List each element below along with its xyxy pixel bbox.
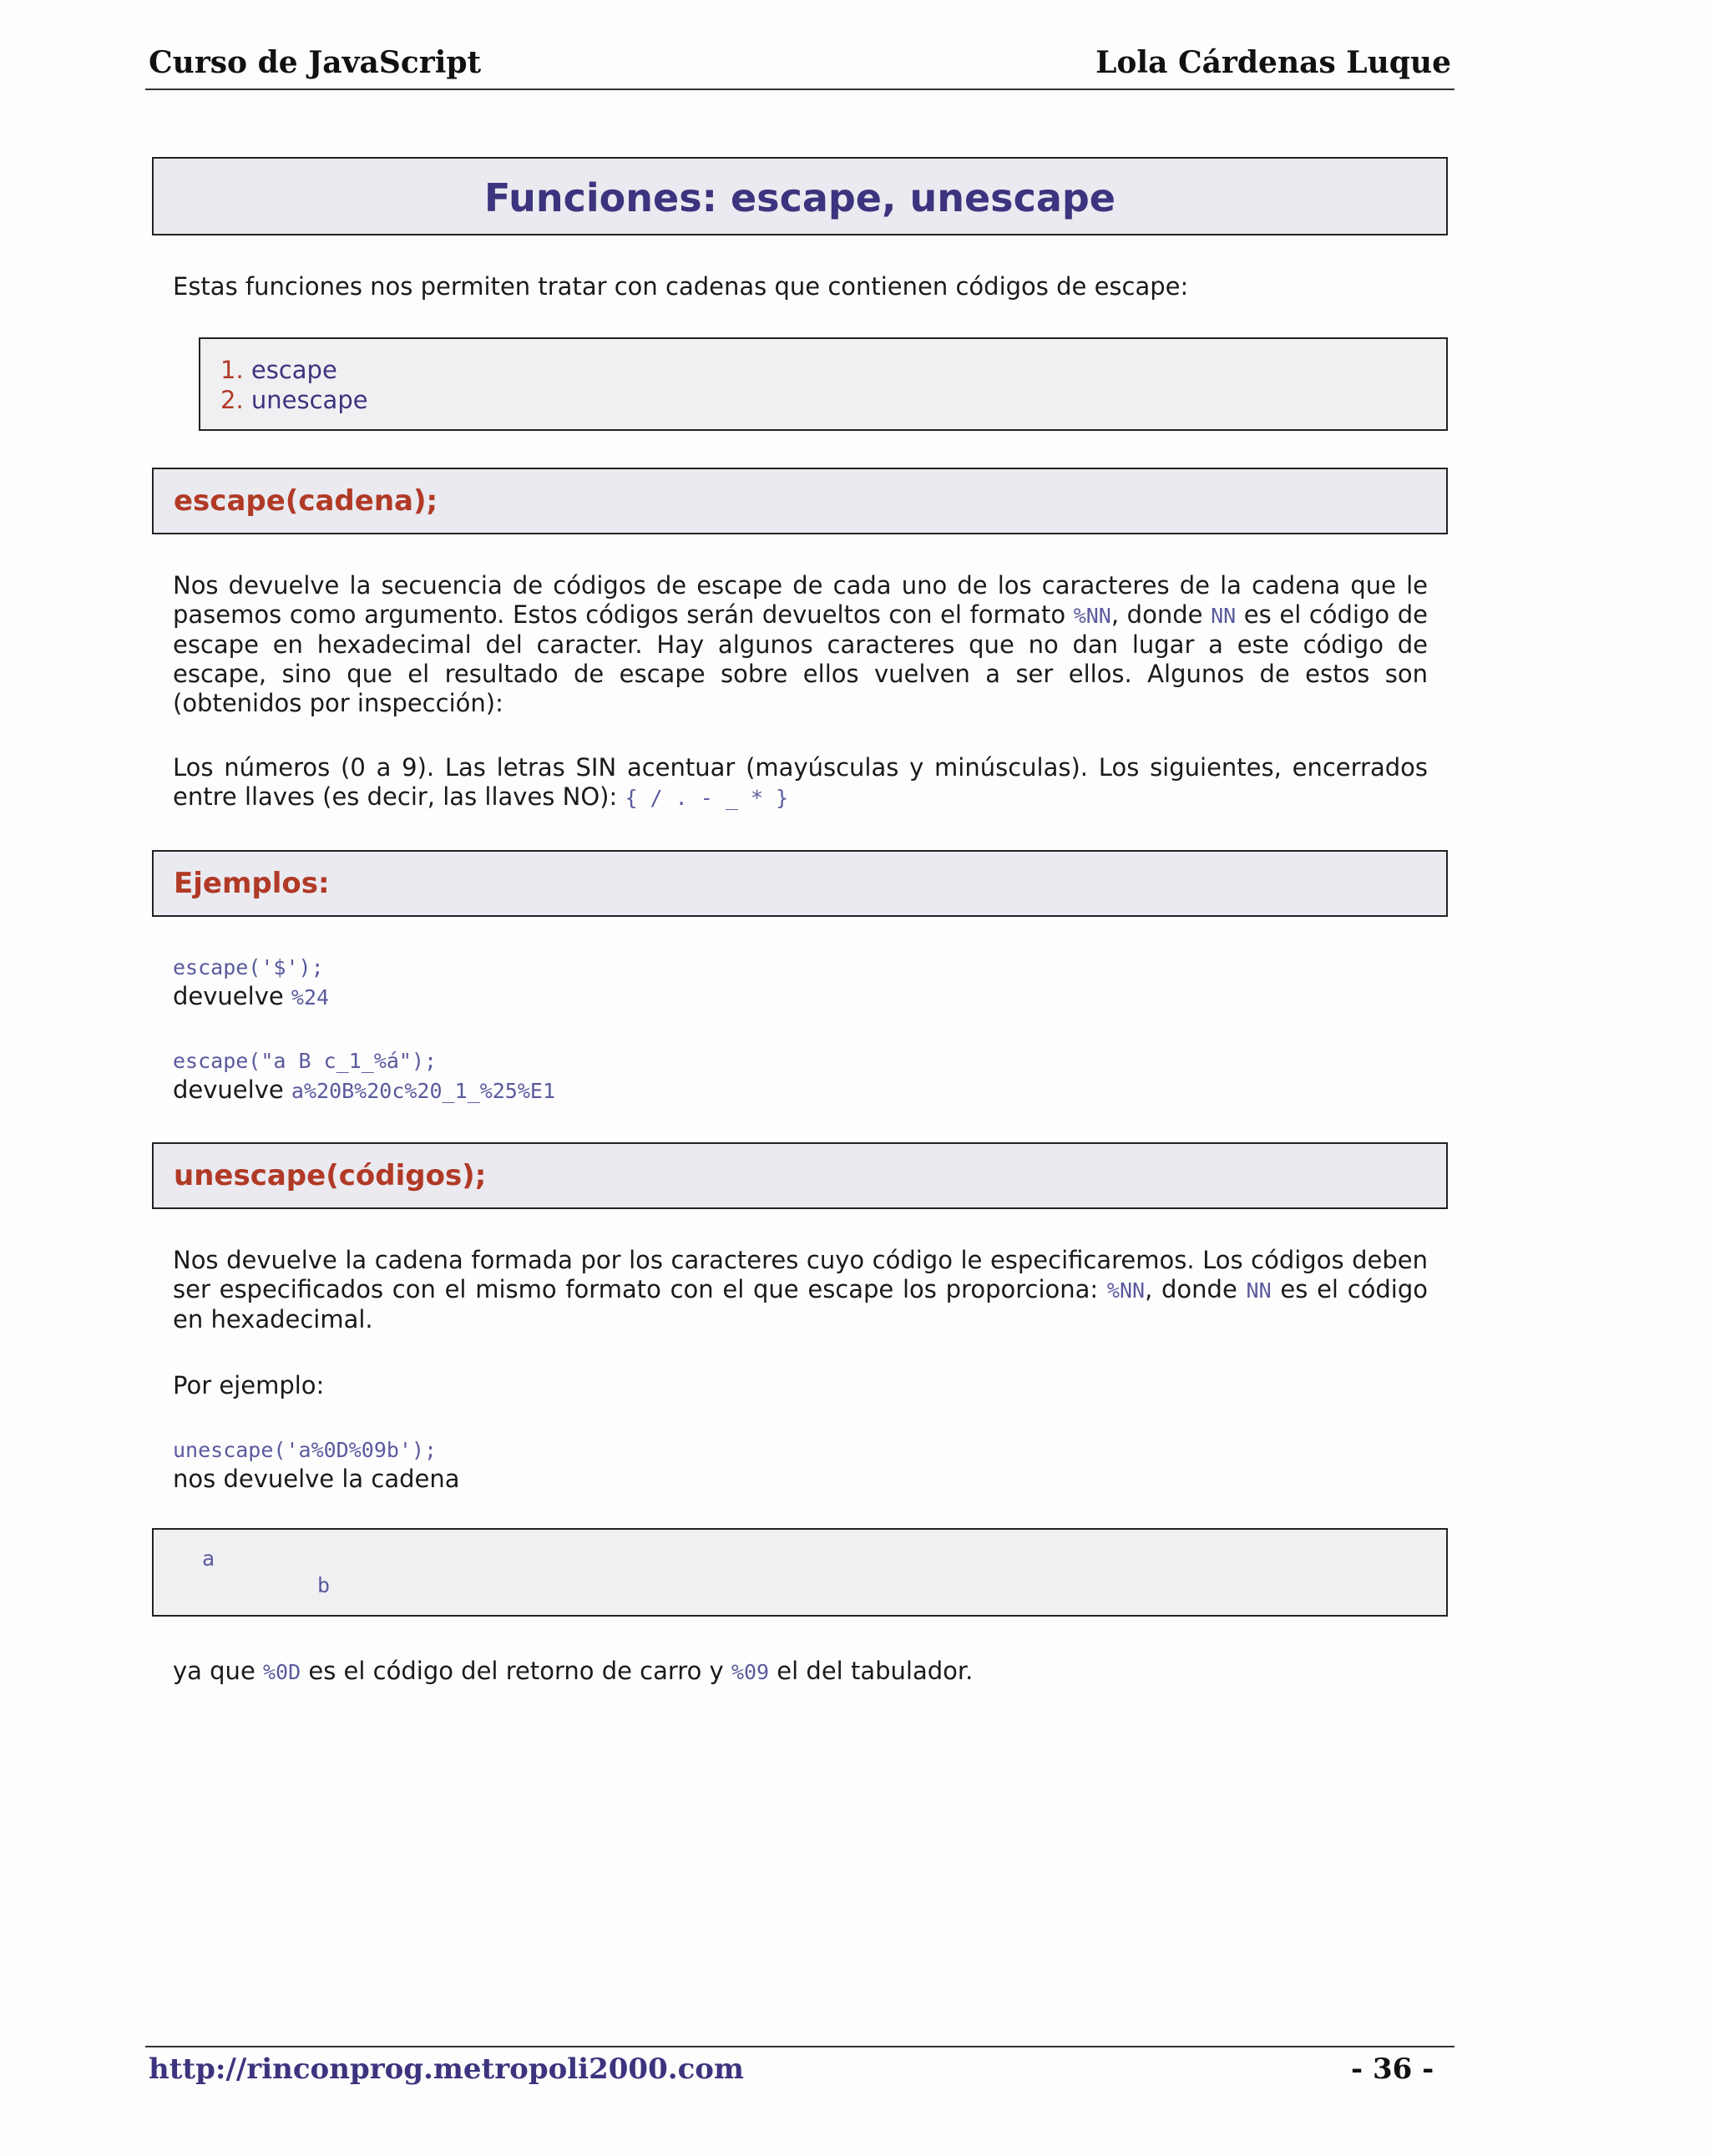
section-header-examples [152,850,1448,917]
text-run: es el código del retorno de carro y [301,1657,731,1685]
list-item[interactable] [220,356,337,384]
example-code: escape("a B c_1_%á"); [173,1049,438,1073]
footer-rule [145,2046,1455,2047]
list-item-label: unescape [250,386,368,414]
text-run: es el código en hexadecimal. [173,1275,1428,1334]
example-code: unescape('a%0D%09b'); [173,1438,438,1462]
course-title: Curso de JavaScript [149,45,482,80]
example-result [173,982,1428,1012]
section-heading: Ejemplos: [174,867,330,900]
inline-code: a%20B%20c%20_1_%25%E1 [291,1079,555,1103]
explanation-paragraph [173,1657,1428,1687]
text-run: Los números (0 a 9). Las letras SIN acentuar (mayúsculas y minúsculas). Los siguientes, encerrados entre llaves (es decir, las llaves NO): [173,753,1428,811]
example-intro: Por ejemplo: [173,1371,325,1399]
example-result-label: nos devuelve la cadena [173,1465,460,1493]
text-run: el del tabulador. [769,1657,974,1685]
text-run: ya que [173,1657,263,1685]
unescape-description [173,1246,1428,1334]
escape-description [173,571,1428,718]
text-run: Nos devuelve la secuencia de códigos de escape de cada uno de los caracteres de la cadena que le pasemos como argumento. Estos códigos serán devueltos con el formato [173,571,1428,629]
section-heading: escape(cadena); [174,484,438,518]
section-header-unescape [152,1142,1448,1209]
author-name: Lola Cárdenas Luque [1095,45,1451,80]
function-list [199,337,1448,431]
list-number: 1. [220,356,244,384]
list-number: 2. [220,386,244,414]
text-run: devuelve [173,1075,291,1104]
inline-code: { / . - _ * } [625,786,789,810]
text-run: Nos devuelve la cadena formada por los caracteres cuyo código le especificaremos. Los códigos deben ser especificados con el mismo formato con el que escape los proporciona: [173,1246,1428,1303]
page-title-box [152,157,1448,235]
output-line: a [202,1546,215,1571]
section-header-escape [152,468,1448,534]
example-code: escape('$'); [173,955,324,979]
inline-code: NN [1246,1278,1272,1303]
inline-code: %0D [263,1660,301,1684]
output-box [152,1528,1448,1617]
inline-code: NN [1211,604,1237,628]
page-number: - 36 - [1351,2052,1434,2086]
inline-code: %NN [1073,604,1111,628]
list-item-label: escape [250,356,337,384]
intro-paragraph: Estas funciones nos permiten tratar con cadenas que contienen códigos de escape: [173,272,1189,301]
section-heading: unescape(códigos); [174,1159,487,1192]
footer-url-link[interactable]: http://rinconprog.metropoli2000.com [149,2052,744,2086]
inline-code: %NN [1106,1278,1146,1303]
unescaped-characters-paragraph [173,753,1428,812]
text-run: , donde [1110,600,1212,629]
inline-code: %09 [731,1660,770,1684]
inline-code: %24 [291,985,330,1010]
example-result [173,1075,1428,1106]
running-header [145,40,1455,90]
page-title: Funciones: escape, unescape [483,175,1116,220]
text-run: , donde [1145,1275,1247,1303]
text-run: es el código de escape en hexadecimal del caracter. Hay algunos caracteres que no dan lugar a este código de escape, sino que el resultado de escape sobre ellos vuelven a ser ellos. Algunos de estos son (obtenidos por inspección): [173,600,1429,717]
list-item[interactable] [220,386,368,414]
output-line: b [317,1573,331,1597]
text-run: devuelve [173,982,291,1010]
